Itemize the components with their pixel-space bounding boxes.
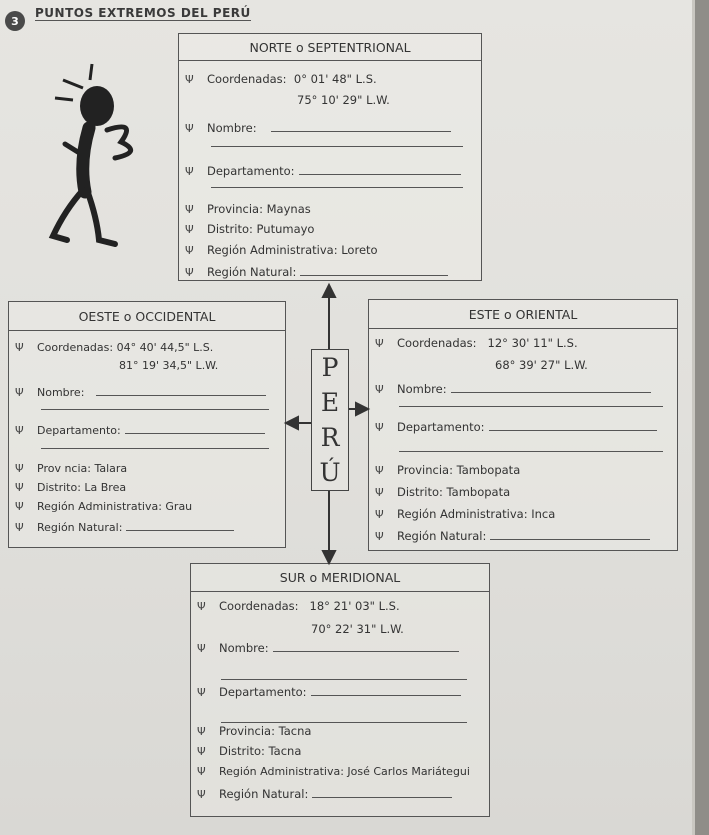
south-longitude: 70° 22' 31" L.W. [311,622,404,636]
west-name-field: Ψ Nombre: [15,384,266,399]
north-card-title: NORTE o SEPTENTRIONAL [179,34,481,61]
north-latitude: 0° 01' 48" L.S. [293,72,377,86]
south-latitude: 18° 21' 03" L.S. [309,599,400,613]
peru-letter-3: R [320,423,340,452]
west-latitude: 04° 40' 44,5" L.S. [116,341,214,354]
north-natural-region-field: Ψ Región Natural: [185,264,448,279]
peru-center-label [311,349,349,491]
west-card-title: OESTE o OCCIDENTAL [9,302,285,331]
bullet-icon: Ψ [15,424,24,437]
bullet-icon: Ψ [185,266,194,279]
bullet-icon: Ψ [185,73,194,86]
bullet-icon: Ψ [185,165,194,178]
east-card-title: ESTE o ORIENTAL [369,300,677,329]
south-province: Ψ Provincia: Tacna [197,724,312,738]
south-department-field: Ψ Departamento: [197,684,461,699]
bullet-icon: Ψ [15,500,24,513]
bullet-icon: Ψ [15,386,24,399]
bullet-icon: Ψ [375,383,384,396]
bullet-icon: Ψ [197,788,206,801]
peru-letter-1: P [321,353,339,382]
east-province: Ψ Provincia: Tambopata [375,463,521,477]
arrow-north-head [323,285,335,297]
west-coordinates-lat: Ψ Coordenadas: 04° 40' 44,5" L.S. [15,341,214,354]
peru-letter-4: Ú [319,458,341,487]
arrow-south-head [323,551,335,563]
east-department-field: Ψ Departamento: [375,419,657,434]
bullet-icon: Ψ [375,421,384,434]
bullet-icon: Ψ [185,122,194,135]
north-department-field: Ψ Departamento: [185,163,461,178]
bullet-icon: Ψ [197,600,206,613]
west-department-field: Ψ Departamento: [15,422,265,437]
east-coordinates-lat: Ψ Coordenadas: 12° 30' 11" L.S. [375,336,578,350]
west-admin-region: Ψ Región Administrativa: Grau [15,500,193,513]
bullet-icon: Ψ [15,462,24,475]
bullet-icon: Ψ [375,464,384,477]
north-admin-region: Ψ Región Administrativa: Loreto [185,243,378,257]
north-district: Ψ Distrito: Putumayo [185,222,315,236]
exercise-number-badge: 3 [5,11,25,31]
bullet-icon: Ψ [375,530,384,543]
bullet-icon: Ψ [197,745,206,758]
bullet-icon: Ψ [15,521,24,534]
bullet-icon: Ψ [375,486,384,499]
bullet-icon: Ψ [197,642,206,655]
west-longitude: 81° 19' 34,5" L.W. [119,359,219,372]
west-district: Ψ Distrito: La Brea [15,481,127,494]
east-longitude: 68° 39' 27" L.W. [495,358,588,372]
north-province: Ψ Provincia: Maynas [185,202,311,216]
east-latitude: 12° 30' 11" L.S. [487,336,578,350]
south-name-field: Ψ Nombre: [197,640,459,655]
east-natural-region-field: Ψ Región Natural: [375,528,650,543]
east-district: Ψ Distrito: Tambopata [375,485,511,499]
north-coordinates-lat: Ψ Coordenadas: 0° 01' 48" L.S. [185,72,377,86]
east-admin-region: Ψ Región Administrativa: Inca [375,507,556,521]
bullet-icon: Ψ [197,765,206,778]
bullet-icon: Ψ [197,725,206,738]
bullet-icon: Ψ [197,686,206,699]
bullet-icon: Ψ [185,244,194,257]
south-natural-region-field: Ψ Región Natural: [197,786,452,801]
south-coordinates-lat: Ψ Coordenadas: 18° 21' 03" L.S. [197,599,400,613]
bullet-icon: Ψ [15,481,24,494]
south-admin-region: Ψ Región Administrativa: José Carlos Mariátegui [197,765,470,778]
east-name-field: Ψ Nombre: [375,381,651,396]
west-province: Ψ Prov ncia: Talara [15,462,128,475]
bullet-icon: Ψ [185,223,194,236]
north-longitude: 75° 10' 29" L.W. [297,93,390,107]
bullet-icon: Ψ [185,203,194,216]
bullet-icon: Ψ [15,341,24,354]
north-name-field: Ψ Nombre: [185,120,451,135]
arrow-east-head [356,403,368,415]
bullet-icon: Ψ [375,508,384,521]
arrow-west-head [286,417,298,429]
south-card-title: SUR o MERIDIONAL [191,564,489,592]
south-district: Ψ Distrito: Tacna [197,744,302,758]
page-title: PUNTOS EXTREMOS DEL PERÚ [35,6,251,20]
bullet-icon: Ψ [375,337,384,350]
west-natural-region-field: Ψ Región Natural: [15,519,234,534]
book-spine [692,0,709,835]
peru-letter-2: E [320,388,340,417]
